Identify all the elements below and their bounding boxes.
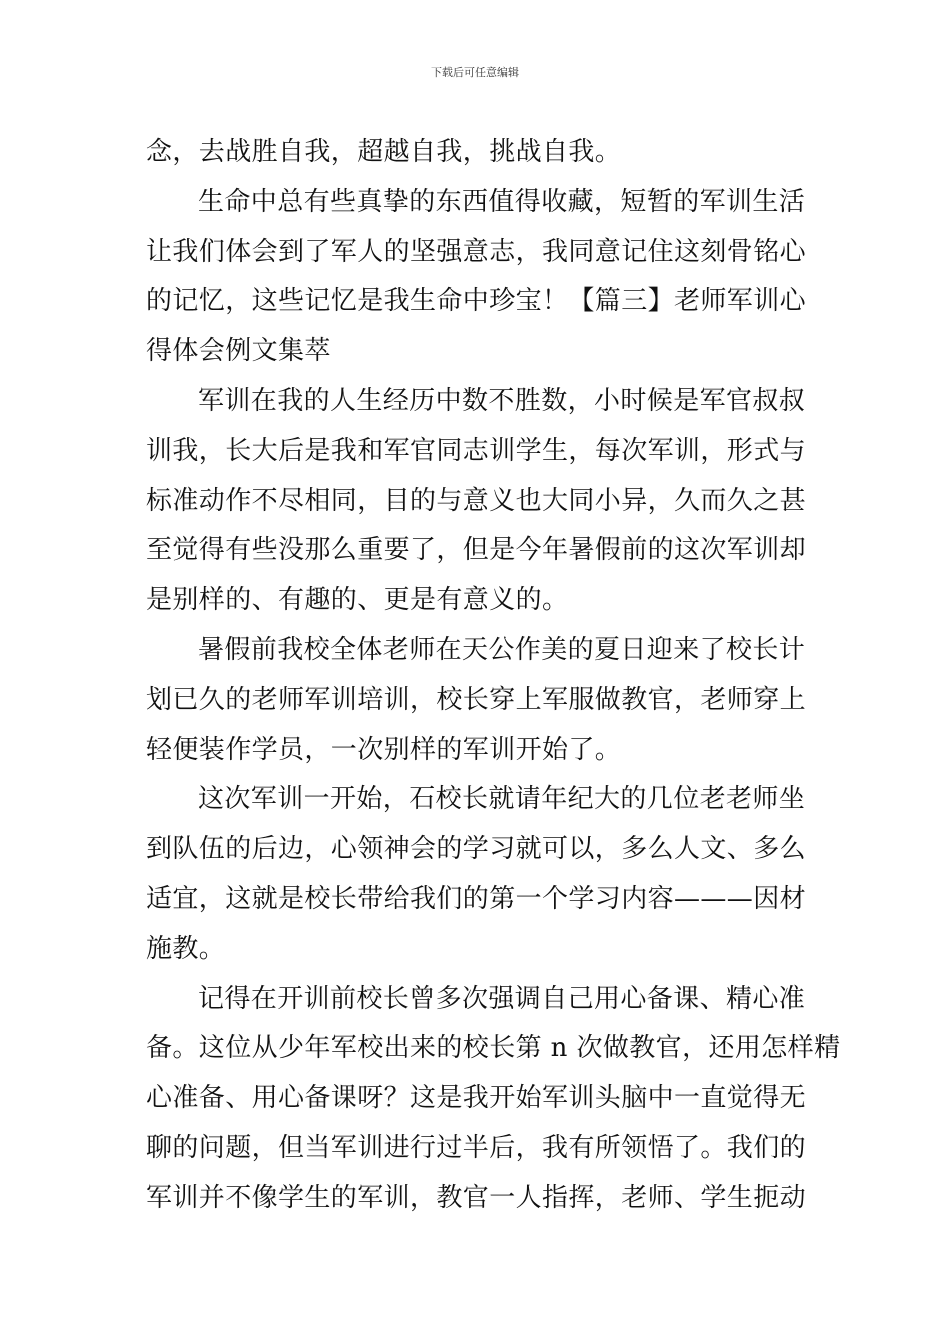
text-line: 心准备、用心备课呀？这是我开始军训头脑中一直觉得无	[146, 1083, 807, 1114]
text-line: 这次军训一开始，石校长就请年纪大的几位老老师坐	[198, 784, 806, 815]
text-line: 备。这位从少年军校出来的校长第 n 次做教官，还用怎样精	[146, 1033, 841, 1064]
text-line: 得体会例文集萃	[146, 336, 331, 367]
text-line: 念，去战胜自我，超越自我，挑战自我。	[146, 137, 622, 167]
text-line: 记得在开训前校长曾多次强调自己用心备课、精心准	[198, 983, 806, 1014]
text-line: 适宜，这就是校长带给我们的第一个学习内容———因材	[146, 883, 807, 914]
document-body	[146, 128, 841, 1224]
text-line: 军训并不像学生的军训，教官一人指挥，老师、学生扼动	[146, 1182, 807, 1213]
text-line: 的记忆，这些记忆是我生命中珍宝！【篇三】老师军训心	[146, 286, 807, 317]
text-line: 是别样的、有趣的、更是有意义的。	[146, 585, 569, 616]
text-line: 到队伍的后边，心领神会的学习就可以，多么人文、多么	[146, 834, 807, 865]
text-line: 生命中总有些真挚的东西值得收藏，短暂的军训生活	[198, 186, 806, 217]
text-line: 划已久的老师军训培训，校长穿上军服做教官，老师穿上	[146, 684, 807, 715]
text-line: 军训在我的人生经历中数不胜数，小时候是军官叔叔	[198, 385, 806, 416]
text-line: 暑假前我校全体老师在天公作美的夏日迎来了校长计	[198, 634, 806, 665]
text-line: 轻便装作学员，一次别样的军训开始了。	[146, 734, 622, 765]
text-line: 施教。	[146, 933, 226, 964]
text-line: 至觉得有些没那么重要了，但是今年暑假前的这次军训却	[146, 535, 807, 566]
text-line: 标准动作不尽相同，目的与意义也大同小异，久而久之甚	[146, 485, 807, 516]
text-line: 训我，长大后是我和军官同志训学生，每次军训，形式与	[146, 435, 807, 466]
text-line: 让我们体会到了军人的坚强意志，我同意记住这刻骨铭心	[146, 236, 807, 267]
text-line: 聊的问题，但当军训进行过半后，我有所领悟了。我们的	[146, 1132, 807, 1163]
page-header: 下载后可任意编辑	[431, 66, 519, 79]
